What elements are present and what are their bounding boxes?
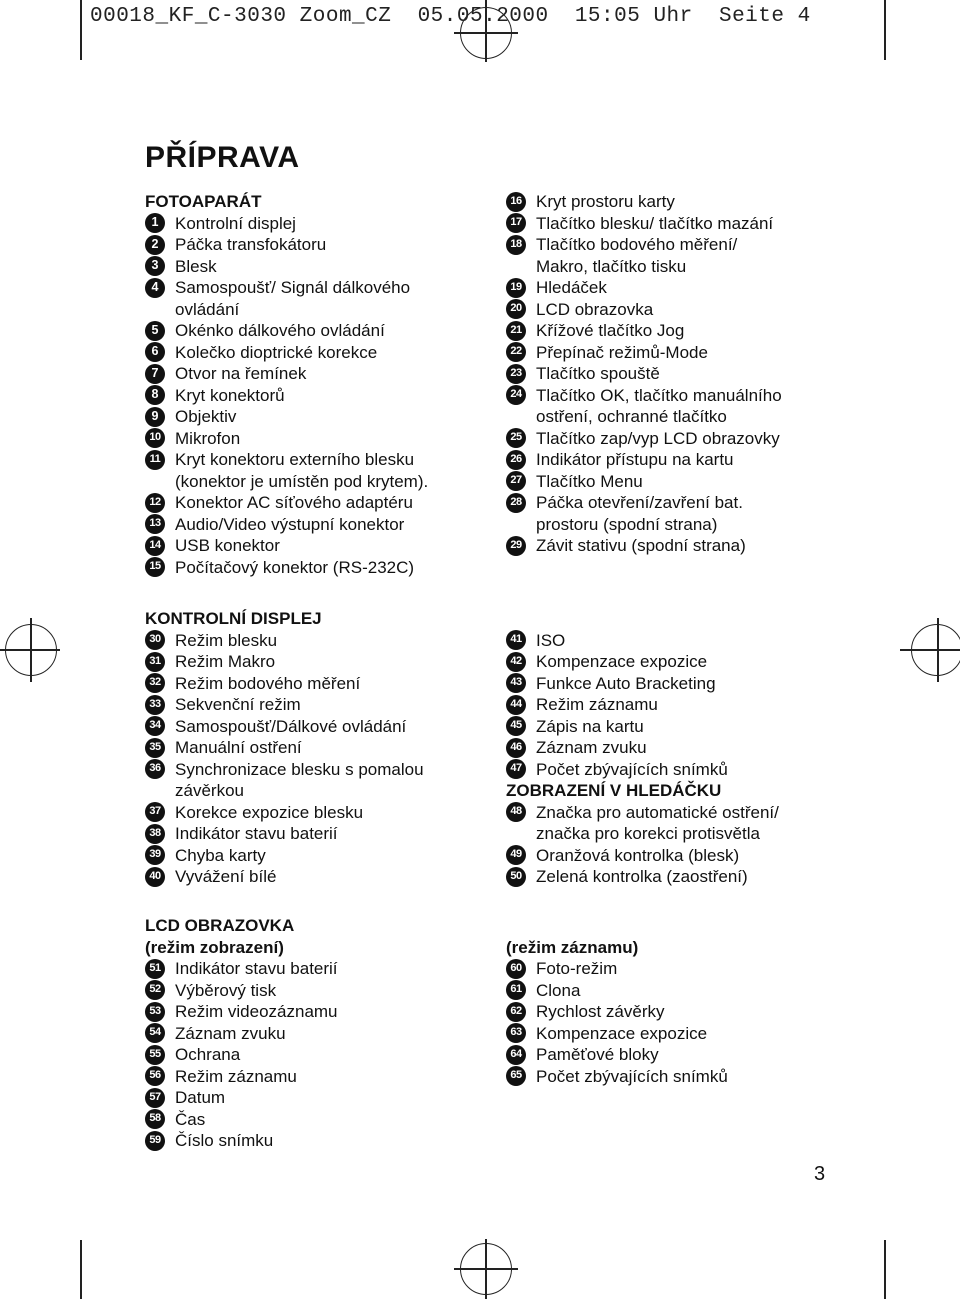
item-label	[175, 716, 406, 738]
list-item	[145, 1044, 475, 1066]
section-heading: KONTROLNÍ DISPLEJ	[145, 609, 322, 628]
item-list	[145, 958, 475, 1152]
crop-mark-top-right-v	[884, 0, 886, 60]
item-number-badge: 40	[145, 867, 165, 887]
item-number-badge: 33	[145, 695, 165, 715]
item-number-badge: 4	[145, 278, 165, 298]
item-number-badge: 36	[145, 759, 165, 779]
section-camera-left	[145, 191, 475, 578]
item-label-line: Páčka otevření/zavření bat.	[536, 493, 743, 512]
item-number-badge: 52	[145, 980, 165, 1000]
item-number-badge: 28	[506, 493, 526, 513]
item-label	[175, 320, 385, 342]
item-label	[175, 406, 236, 428]
item-label	[536, 1066, 728, 1088]
item-label	[536, 802, 779, 845]
item-number-badge: 16	[506, 192, 526, 212]
item-label-line: Počet zbývajících snímků	[536, 759, 728, 779]
item-label-line: Mikrofon	[175, 428, 241, 448]
item-list	[506, 958, 836, 1087]
list-item	[145, 1066, 475, 1088]
item-number-badge: 5	[145, 321, 165, 341]
item-label-line: Indikátor stavu baterií	[175, 824, 338, 843]
item-number-badge: 59	[145, 1131, 165, 1151]
item-label-line: Režim bodového měření	[175, 673, 361, 693]
item-label-line: Kryt konektorů	[175, 385, 285, 405]
item-label	[536, 694, 658, 716]
item-label-line: Ochrana	[175, 1045, 241, 1064]
item-number-badge: 30	[145, 630, 165, 650]
item-number-badge: 11	[145, 450, 165, 470]
list-item	[506, 191, 836, 213]
item-label-line: Záznam zvuku	[536, 738, 647, 757]
item-label-line: Režim záznamu	[536, 695, 658, 714]
list-item	[506, 1066, 836, 1088]
item-label-line: Křížové tlačítko Jog	[536, 321, 685, 340]
item-label	[536, 342, 708, 364]
list-item	[506, 845, 836, 867]
item-number-badge: 54	[145, 1023, 165, 1043]
item-label	[175, 980, 276, 1002]
item-label-line: Přepínač režimů-Mode	[536, 342, 708, 362]
list-item	[145, 802, 475, 824]
item-number-badge: 13	[145, 514, 165, 534]
item-number-badge: 46	[506, 738, 526, 758]
item-label-line: závěrkou	[175, 781, 244, 800]
item-label	[175, 514, 404, 536]
item-number-badge: 29	[506, 536, 526, 556]
list-item	[506, 1001, 836, 1023]
item-label	[175, 428, 240, 450]
list-item	[145, 363, 475, 385]
list-item	[145, 277, 475, 320]
item-number-badge: 42	[506, 652, 526, 672]
section-camera-right	[506, 191, 836, 557]
list-item	[506, 213, 836, 235]
item-label	[536, 1044, 659, 1066]
item-label-line: Hledáček	[536, 278, 607, 297]
item-number-badge: 58	[145, 1109, 165, 1129]
header-job: 00018_KF_C-3030 Zoom_CZ	[90, 5, 392, 28]
item-label-line: Indikátor přístupu na kartu	[536, 450, 734, 469]
item-label-line: Režim videozáznamu	[175, 1002, 338, 1021]
list-item	[506, 958, 836, 980]
item-number-badge: 1	[145, 213, 165, 233]
item-label-line: Čas	[175, 1109, 206, 1129]
item-label-line: Kompenzace expozice	[536, 652, 708, 671]
page-number: 3	[814, 1163, 826, 1185]
item-label	[175, 802, 363, 824]
list-item	[145, 406, 475, 428]
item-label	[536, 651, 707, 673]
item-label	[536, 737, 647, 759]
item-label-line: Chyba karty	[175, 845, 266, 865]
item-number-badge: 10	[145, 428, 165, 448]
list-item	[145, 1023, 475, 1045]
list-item	[506, 299, 836, 321]
crop-mark-bottom-left-v	[80, 1240, 82, 1299]
item-label	[536, 449, 734, 471]
list-item	[506, 277, 836, 299]
item-label	[175, 385, 285, 407]
list-item	[506, 342, 836, 364]
item-label-line: Objektiv	[175, 407, 237, 426]
item-label-line: Výběrový tisk	[175, 980, 277, 1000]
item-number-badge: 61	[506, 980, 526, 1000]
item-label-line: Tlačítko bodového měření/	[536, 235, 738, 254]
item-label	[175, 1001, 338, 1023]
list-item	[506, 651, 836, 673]
item-number-badge: 7	[145, 364, 165, 384]
item-label-line: Kryt konektoru externího blesku	[175, 450, 415, 469]
item-label	[536, 866, 748, 888]
item-label	[175, 673, 360, 695]
item-label	[175, 277, 410, 320]
section-lcd-right	[506, 937, 836, 1088]
item-number-badge: 49	[506, 845, 526, 865]
item-number-badge: 31	[145, 652, 165, 672]
item-label	[536, 299, 653, 321]
item-label	[536, 1001, 664, 1023]
item-number-badge: 48	[506, 802, 526, 822]
item-number-badge: 9	[145, 407, 165, 427]
item-label-line: Okénko dálkového ovládání	[175, 321, 385, 340]
item-label	[536, 191, 675, 213]
item-list	[506, 191, 836, 557]
item-number-badge: 19	[506, 278, 526, 298]
item-label-line: Samospoušť/ Signál dálkového	[175, 278, 411, 297]
list-item	[145, 716, 475, 738]
item-label	[175, 845, 266, 867]
item-number-badge: 53	[145, 1002, 165, 1022]
item-label	[536, 759, 728, 781]
item-label	[175, 492, 413, 514]
list-item	[145, 845, 475, 867]
list-item	[506, 759, 836, 781]
item-label-line: Kompenzace expozice	[536, 1023, 708, 1043]
item-label	[536, 716, 644, 738]
list-item	[145, 630, 475, 652]
item-list	[506, 630, 836, 781]
item-label-line: Manuální ostření	[175, 738, 302, 757]
item-label	[175, 234, 326, 256]
item-label	[175, 213, 296, 235]
item-number-badge: 21	[506, 321, 526, 341]
item-number-badge: 15	[145, 557, 165, 577]
item-number-badge: 20	[506, 299, 526, 319]
list-item	[145, 866, 475, 888]
item-label	[536, 471, 643, 493]
item-label-line: (konektor je umístěn pod krytem).	[175, 471, 429, 491]
item-label-line: Otvor na řemínek	[175, 364, 307, 383]
item-label	[536, 385, 782, 428]
item-label	[175, 823, 338, 845]
item-label-line: Tlačítko blesku/ tlačítko mazání	[536, 213, 774, 233]
list-item	[145, 694, 475, 716]
section-control-display-right	[506, 630, 836, 781]
list-item	[506, 630, 836, 652]
list-item	[506, 737, 836, 759]
item-label-line: Synchronizace blesku s pomalou	[175, 759, 424, 779]
list-item	[145, 449, 475, 492]
item-label	[175, 866, 276, 888]
item-label-line: Číslo snímku	[175, 1131, 274, 1150]
item-label-line: Sekvenční režim	[175, 695, 301, 714]
item-label	[175, 342, 377, 364]
item-label	[175, 651, 275, 673]
item-label	[175, 363, 306, 385]
list-item	[145, 535, 475, 557]
section-lcd-left	[145, 915, 475, 1152]
item-label-line: Počet zbývajících snímků	[536, 1066, 728, 1086]
item-label	[175, 1044, 240, 1066]
item-label	[536, 673, 716, 695]
item-label	[536, 845, 739, 867]
item-number-badge: 26	[506, 450, 526, 470]
list-item	[145, 651, 475, 673]
list-item	[145, 428, 475, 450]
item-label	[175, 694, 301, 716]
item-label-line: Tlačítko zap/vyp LCD obrazovky	[536, 428, 780, 448]
item-number-badge: 38	[145, 824, 165, 844]
list-item	[145, 759, 475, 802]
item-label-line: Indikátor stavu baterií	[175, 959, 338, 978]
list-item	[145, 213, 475, 235]
item-label	[175, 630, 277, 652]
list-item	[506, 535, 836, 557]
item-number-badge: 63	[506, 1023, 526, 1043]
list-item	[506, 694, 836, 716]
item-label	[536, 980, 580, 1002]
item-label-line: Tlačítko spouště	[536, 364, 660, 383]
item-number-badge: 65	[506, 1066, 526, 1086]
list-item	[506, 234, 836, 277]
print-header	[90, 5, 811, 28]
list-item	[145, 385, 475, 407]
section-heading: ZOBRAZENÍ V HLEDÁČKU	[506, 781, 722, 800]
item-label-line: Tlačítko OK, tlačítko manuálního	[536, 385, 782, 405]
list-item	[145, 342, 475, 364]
item-label	[536, 234, 737, 277]
list-item	[145, 234, 475, 256]
item-list	[145, 213, 475, 579]
item-label	[536, 492, 743, 535]
item-label-line: Zápis na kartu	[536, 716, 644, 736]
list-item	[506, 866, 836, 888]
page-title: PŘÍPRAVA	[145, 141, 300, 174]
item-number-badge: 23	[506, 364, 526, 384]
item-label-line: USB konektor	[175, 536, 280, 555]
item-label-line: Korekce expozice blesku	[175, 802, 364, 822]
list-item	[145, 557, 475, 579]
item-number-badge: 25	[506, 428, 526, 448]
item-label	[536, 958, 617, 980]
list-item	[506, 716, 836, 738]
item-label	[536, 630, 565, 652]
item-label	[175, 1130, 273, 1152]
list-item	[145, 256, 475, 278]
item-label-line: Kolečko dioptrické korekce	[175, 342, 378, 362]
list-item	[145, 980, 475, 1002]
item-label-line: LCD obrazovka	[536, 299, 654, 319]
item-label	[536, 1023, 707, 1045]
item-label-line: prostoru (spodní strana)	[536, 514, 718, 534]
item-number-badge: 37	[145, 802, 165, 822]
item-number-badge: 50	[506, 867, 526, 887]
item-label-line: Rychlost závěrky	[536, 1002, 665, 1021]
item-label-line: Funkce Auto Bracketing	[536, 673, 716, 693]
item-label-line: Režim blesku	[175, 630, 278, 650]
list-item	[506, 980, 836, 1002]
item-number-badge: 18	[506, 235, 526, 255]
list-item	[506, 802, 836, 845]
item-number-badge: 27	[506, 471, 526, 491]
list-item	[145, 737, 475, 759]
item-number-badge: 47	[506, 759, 526, 779]
item-number-badge: 51	[145, 959, 165, 979]
item-label	[175, 759, 424, 802]
item-label-line: Záznam zvuku	[175, 1023, 286, 1043]
item-number-badge: 17	[506, 213, 526, 233]
item-number-badge: 44	[506, 695, 526, 715]
item-number-badge: 60	[506, 959, 526, 979]
item-label-line: Kryt prostoru karty	[536, 192, 675, 211]
list-item	[145, 673, 475, 695]
item-label	[175, 958, 338, 980]
item-label-line: Tlačítko Menu	[536, 471, 643, 491]
item-label	[175, 1109, 205, 1131]
list-item	[145, 320, 475, 342]
list-item	[145, 958, 475, 980]
list-item	[145, 514, 475, 536]
section-control-display-left	[145, 608, 475, 888]
item-label	[175, 1066, 297, 1088]
item-number-badge: 55	[145, 1045, 165, 1065]
list-item	[506, 492, 836, 535]
item-label-line: ISO	[536, 630, 566, 650]
list-item	[506, 428, 836, 450]
item-number-badge: 3	[145, 256, 165, 276]
item-number-badge: 57	[145, 1088, 165, 1108]
item-list	[145, 630, 475, 888]
item-label-line: Zelená kontrolka (zaostření)	[536, 867, 748, 886]
item-number-badge: 56	[145, 1066, 165, 1086]
item-label	[536, 213, 773, 235]
item-number-badge: 8	[145, 385, 165, 405]
item-number-badge: 64	[506, 1045, 526, 1065]
item-label-line: Oranžová kontrolka (blesk)	[536, 845, 740, 865]
header-date: 05.05.2000	[417, 5, 549, 28]
item-number-badge: 35	[145, 738, 165, 758]
item-label-line: Značka pro automatické ostření/	[536, 802, 779, 822]
item-label-line: Paměťové bloky	[536, 1045, 659, 1064]
item-label-line: Clona	[536, 980, 581, 1000]
list-item	[506, 673, 836, 695]
header-time: 15:05 Uhr	[574, 5, 693, 28]
list-item	[506, 363, 836, 385]
item-number-badge: 14	[145, 536, 165, 556]
item-list	[506, 802, 836, 888]
item-number-badge: 62	[506, 1002, 526, 1022]
list-item	[145, 1130, 475, 1152]
list-item	[145, 492, 475, 514]
crop-mark-top-left-v	[80, 0, 82, 60]
item-label-line: Datum	[175, 1088, 226, 1107]
item-number-badge: 12	[145, 493, 165, 513]
section-heading: FOTOAPARÁT	[145, 192, 262, 211]
list-item	[506, 1044, 836, 1066]
item-number-badge: 6	[145, 342, 165, 362]
item-label-line: Audio/Video výstupní konektor	[175, 514, 405, 534]
item-label-line: Vyvážení bílé	[175, 867, 277, 886]
list-item	[506, 449, 836, 471]
list-item	[145, 1109, 475, 1131]
item-label-line: Makro, tlačítko tisku	[536, 256, 687, 276]
section-heading: LCD OBRAZOVKA	[145, 916, 295, 935]
item-number-badge: 24	[506, 385, 526, 405]
item-label	[175, 557, 414, 579]
item-number-badge: 41	[506, 630, 526, 650]
item-label	[536, 535, 746, 557]
item-number-badge: 39	[145, 845, 165, 865]
item-label	[536, 428, 780, 450]
item-number-badge: 2	[145, 235, 165, 255]
item-label	[175, 449, 428, 492]
list-item	[506, 385, 836, 428]
item-label-line: Blesk	[175, 256, 217, 276]
item-label-line: Režim záznamu	[175, 1066, 297, 1086]
item-label-line: Režim Makro	[175, 652, 276, 671]
item-number-badge: 34	[145, 716, 165, 736]
item-label	[175, 256, 217, 278]
item-label	[536, 363, 660, 385]
list-item	[506, 1023, 836, 1045]
item-label-line: Závit stativu (spodní strana)	[536, 536, 746, 555]
item-label	[175, 1087, 225, 1109]
item-label	[175, 1023, 286, 1045]
item-label-line: Konektor AC síťového adaptéru	[175, 493, 413, 512]
list-item	[145, 1001, 475, 1023]
item-label	[536, 320, 684, 342]
section-subheading: (režim zobrazení)	[145, 937, 284, 957]
list-item	[145, 823, 475, 845]
item-label-line: Páčka transfokátoru	[175, 235, 327, 254]
list-item	[506, 320, 836, 342]
list-item	[145, 1087, 475, 1109]
list-item	[506, 471, 836, 493]
item-label-line: Foto-režim	[536, 959, 618, 978]
item-number-badge: 45	[506, 716, 526, 736]
item-label	[175, 737, 302, 759]
section-subheading: (režim záznamu)	[506, 937, 639, 957]
item-label-line: Samospoušť/Dálkové ovládání	[175, 716, 407, 736]
item-label-line: značka pro korekci protisvětla	[536, 824, 760, 843]
item-label-line: Kontrolní displej	[175, 213, 296, 233]
item-number-badge: 43	[506, 673, 526, 693]
item-label-line: ovládání	[175, 299, 240, 319]
item-label-line: Počítačový konektor (RS-232C)	[175, 557, 415, 577]
item-number-badge: 22	[506, 342, 526, 362]
item-label	[536, 277, 607, 299]
item-label	[175, 535, 280, 557]
header-page: Seite 4	[718, 5, 811, 28]
item-number-badge: 32	[145, 673, 165, 693]
crop-mark-bottom-right-v	[884, 1240, 886, 1299]
section-viewfinder-right	[506, 780, 836, 888]
item-label-line: ostření, ochranné tlačítko	[536, 407, 727, 426]
